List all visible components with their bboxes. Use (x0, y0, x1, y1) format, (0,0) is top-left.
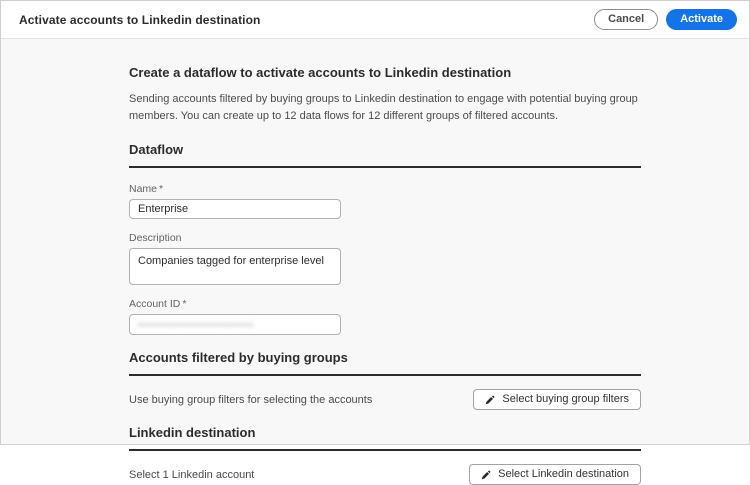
top-bar (1, 1, 749, 39)
section-linkedin-destination (129, 425, 641, 485)
account-id-label-text: Account ID (129, 298, 181, 311)
page-title: Activate accounts to Linkedin destination (19, 12, 261, 27)
description-textarea[interactable] (129, 248, 341, 285)
name-field-label (129, 183, 641, 195)
activate-button[interactable]: Activate (666, 9, 737, 30)
section-buying-groups (129, 350, 641, 410)
description-label-text: Description (129, 232, 182, 245)
account-id-field-group (129, 298, 641, 335)
section-divider (129, 374, 641, 376)
buying-groups-hint: Use buying group filters for selecting the accounts (129, 393, 373, 406)
required-asterisk: * (182, 298, 187, 311)
section-divider (129, 166, 641, 168)
select-linkedin-destination-button[interactable] (469, 464, 641, 485)
name-input[interactable] (129, 199, 341, 219)
description-field-group (129, 232, 641, 285)
top-bar-actions (594, 9, 737, 30)
section-heading-buying-groups: Accounts filtered by buying groups (129, 350, 348, 366)
section-heading-linkedin: Linkedin destination (129, 425, 256, 441)
description-field-label (129, 232, 641, 244)
pencil-icon (485, 395, 495, 405)
linkedin-destination-hint: Select 1 Linkedin account (129, 468, 255, 481)
form-description: Sending accounts filtered by buying groups to Linkedin destination to engage with potential buying group members. You can create up to 12 data flows for 12 different groups of filtered accounts. (129, 93, 638, 123)
account-id-input[interactable] (129, 314, 341, 335)
name-field-group (129, 183, 641, 219)
name-label-text: Name (129, 183, 158, 196)
account-id-redacted-value: •••••••••••••••••••••••••••• (138, 319, 255, 330)
cancel-button[interactable]: Cancel (594, 9, 658, 30)
section-heading-dataflow: Dataflow (129, 142, 184, 158)
select-linkedin-destination-label: Select Linkedin destination (498, 468, 629, 481)
pencil-icon (481, 470, 491, 480)
select-buying-group-filters-label: Select buying group filters (502, 393, 629, 406)
select-buying-group-filters-button[interactable] (473, 389, 641, 410)
linkedin-destination-row (129, 464, 641, 485)
section-dataflow (129, 142, 641, 335)
form-content (129, 39, 641, 485)
buying-groups-row (129, 389, 641, 410)
section-divider (129, 449, 641, 451)
account-id-field-label (129, 298, 641, 310)
required-asterisk: * (159, 183, 164, 196)
form-heading: Create a dataflow to activate accounts to Linkedin destination (129, 65, 512, 80)
